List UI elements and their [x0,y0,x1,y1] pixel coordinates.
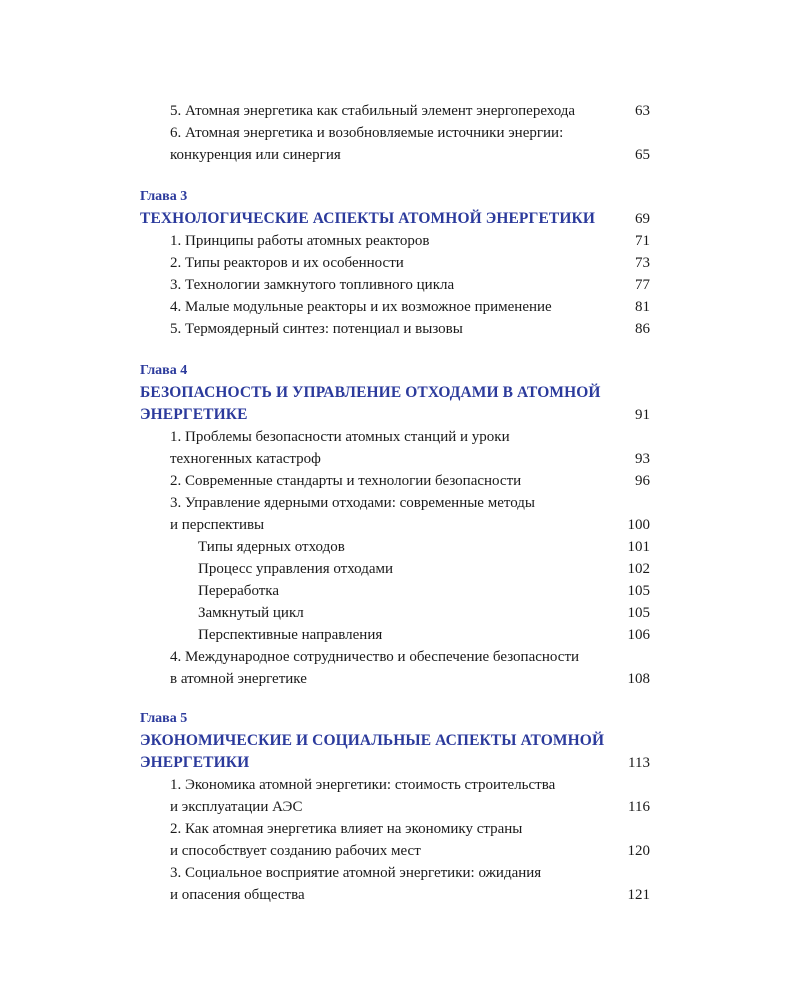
toc-entry-page: 69 [635,211,650,227]
toc-entry-continuation[interactable] [140,144,650,166]
toc-entry-title: 2. Как атомная энергетика влияет на экономику страны [170,821,523,837]
toc-entry-page: 102 [627,561,650,577]
toc-entry-title: 1. Экономика атомной энергетики: стоимость строительства [170,777,556,793]
chapter-4-label: Глава 4 [140,363,188,378]
toc-entry-title: и перспективы [170,517,265,533]
toc-entry-page: 100 [627,517,650,533]
toc-entry[interactable] [140,252,650,274]
toc-entry-page: 101 [627,539,650,555]
toc-entry-title: Процесс управления отходами [198,561,394,577]
toc-entry-page: 96 [635,473,650,489]
toc-entry-title: в атомной энергетике [170,671,307,687]
toc-entry-title: 5. Атомная энергетика как стабильный элемент энергоперехода [170,103,576,119]
toc-entry-continuation[interactable] [140,514,650,536]
toc-entry[interactable] [140,492,650,514]
toc-entry[interactable] [140,230,650,252]
toc-entry-page: 71 [635,233,650,249]
toc-entry-title: 2. Современные стандарты и технологии безопасности [170,473,522,489]
chapter-title-text: БЕЗОПАСНОСТЬ И УПРАВЛЕНИЕ ОТХОДАМИ В АТОМНОЙ [140,384,601,401]
chapter-5-label: Глава 5 [140,711,188,726]
toc-entry-page: 120 [627,843,650,859]
toc-entry-title: Переработка [198,583,280,599]
toc-subentry[interactable] [140,624,650,646]
chapter-5-title[interactable] [140,730,650,752]
toc-entry-continuation[interactable] [140,448,650,470]
toc-entry-page: 116 [628,799,650,815]
toc-entry-title: 4. Малые модульные реакторы и их возможное применение [170,299,552,315]
chapter-3-title[interactable] [140,208,650,230]
toc-entry-title: и способствует созданию рабочих мест [170,843,421,859]
toc-entry-title: 3. Социальное восприятие атомной энергетики: ожидания [170,865,542,881]
toc-entry[interactable] [140,100,650,122]
toc-entry[interactable] [140,122,650,144]
toc-entry-title: 4. Международное сотрудничество и обеспечение безопасности [170,649,580,665]
toc-entry-page: 105 [627,583,650,599]
chapter-5-title-continuation[interactable] [140,752,650,774]
toc-entry[interactable] [140,646,650,668]
toc-entry-page: 105 [627,605,650,621]
toc-entry-page: 77 [635,277,650,293]
toc-entry-page: 86 [635,321,650,337]
toc-entry-title: 1. Принципы работы атомных реакторов [170,233,430,249]
toc-entry-page: 73 [635,255,650,271]
toc-entry-title: 5. Термоядерный синтез: потенциал и вызовы [170,321,463,337]
toc-entry-continuation[interactable] [140,668,650,690]
toc-entry[interactable] [140,862,650,884]
toc-entry-page: 93 [635,451,650,467]
chapter-title-text: ЭНЕРГЕТИКИ [140,754,250,771]
toc-entry-title: 3. Технологии замкнутого топливного цикла [170,277,455,293]
toc-entry-continuation[interactable] [140,840,650,862]
toc-entry-title: 2. Типы реакторов и их особенности [170,255,404,271]
toc-entry-page: 63 [635,103,650,119]
toc-subentry[interactable] [140,602,650,624]
toc-entry[interactable] [140,426,650,448]
toc-subentry[interactable] [140,536,650,558]
toc-entry-page: 108 [627,671,650,687]
chapter-title-text: ЭНЕРГЕТИКЕ [140,406,248,423]
toc-entry-title: Замкнутый цикл [198,605,304,621]
toc-entry[interactable] [140,274,650,296]
toc-entry-continuation[interactable] [140,884,650,906]
toc-entry-page: 65 [635,147,650,163]
toc-entry-title: 1. Проблемы безопасности атомных станций и уроки [170,429,510,445]
chapter-title-text: ЭКОНОМИЧЕСКИЕ И СОЦИАЛЬНЫЕ АСПЕКТЫ АТОМНОЙ [140,732,605,749]
toc-entry[interactable] [140,318,650,340]
toc-entry-continuation[interactable] [140,796,650,818]
chapter-3-label: Глава 3 [140,189,188,204]
chapter-4-title-continuation[interactable] [140,404,650,426]
toc-entry-page: 106 [627,627,650,643]
toc-entry-page: 113 [628,755,650,771]
toc-entry-title: 6. Атомная энергетика и возобновляемые источники энергии: [170,125,564,141]
toc-entry-title: конкуренция или синергия [170,147,341,163]
toc-entry-title: и опасения общества [170,887,305,903]
toc-entry[interactable] [140,470,650,492]
toc-entry-page: 121 [627,887,650,903]
toc-entry[interactable] [140,818,650,840]
toc-entry[interactable] [140,296,650,318]
toc-entry-title: и эксплуатации АЭС [170,799,303,815]
chapter-title-text: ТЕХНОЛОГИЧЕСКИЕ АСПЕКТЫ АТОМНОЙ ЭНЕРГЕТИКИ [140,210,595,227]
toc-entry-title: Типы ядерных отходов [198,539,345,555]
toc-entry-page: 91 [635,407,650,423]
toc-entry-title: 3. Управление ядерными отходами: современные методы [170,495,535,511]
toc-entry-page: 81 [635,299,650,315]
toc-subentry[interactable] [140,558,650,580]
toc-entry-title: техногенных катастроф [170,451,321,467]
chapter-4-title[interactable] [140,382,650,404]
toc-subentry[interactable] [140,580,650,602]
toc-entry-title: Перспективные направления [198,627,383,643]
toc-entry[interactable] [140,774,650,796]
